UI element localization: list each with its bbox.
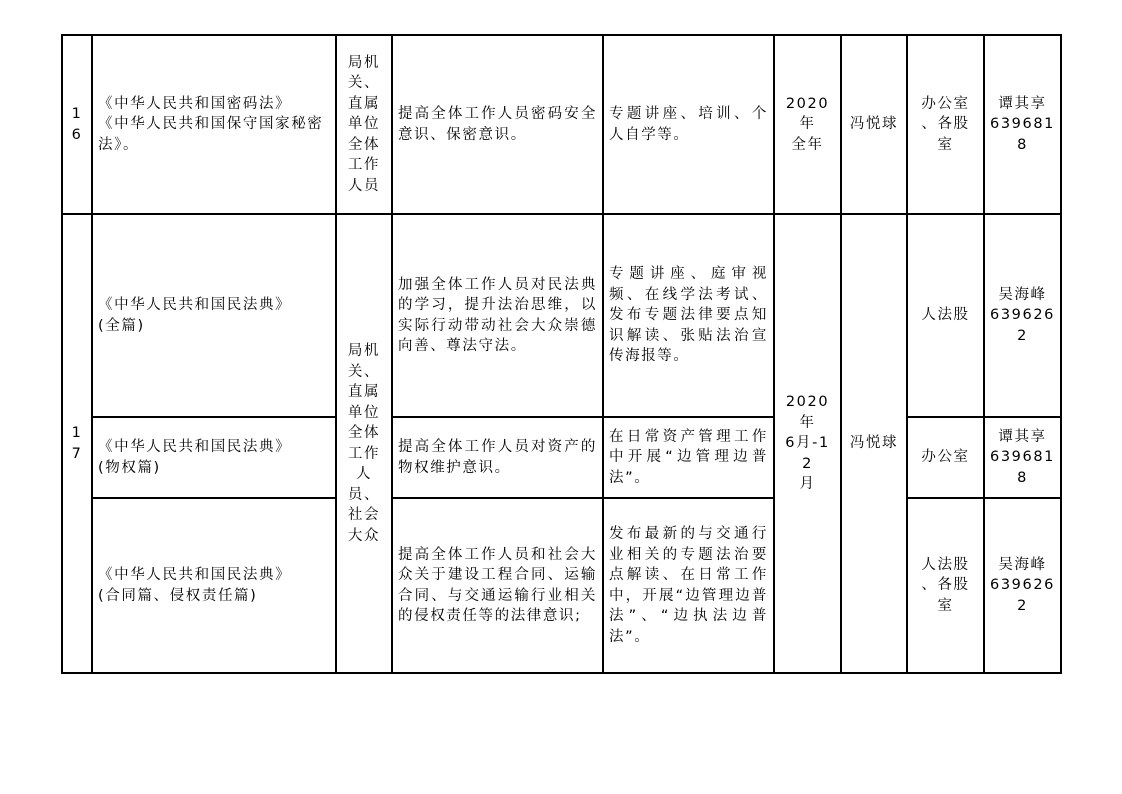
target-audience-cell: 局机关、直属单位全体工作人员	[336, 35, 392, 214]
leader-cell: 冯悦球	[841, 35, 907, 214]
method-cell: 专题讲座、培训、个人自学等。	[603, 35, 774, 214]
contact-cell: 谭其享 6396818	[984, 35, 1061, 214]
goal-cell: 加强全体工作人员对民法典的学习，提升法治思维，以实际行动带动社会大众崇德向善、尊法守法。	[392, 214, 603, 417]
department-cell: 办公室 、各股 室	[907, 35, 984, 214]
method-cell: 专题讲座、庭审视频、在线学法考试、发布专题法律要点知识解读、张贴法治宣传海报等。	[603, 214, 774, 417]
leader-cell: 冯悦球	[841, 214, 907, 673]
table-row	[62, 35, 1061, 214]
table-row	[62, 498, 1061, 673]
table-row	[62, 417, 1061, 498]
department-cell: 人法股	[907, 214, 984, 417]
goal-cell: 提高全体工作人员密码安全意识、保密意识。	[392, 35, 603, 214]
law-name-cell: 《中华人民共和国民法典》 (全篇)	[92, 214, 336, 417]
contact-cell: 吴海峰 6396262	[984, 214, 1061, 417]
contact-cell: 吴海峰 6396262	[984, 498, 1061, 673]
table-row	[62, 214, 1061, 417]
goal-cell: 提高全体工作人员和社会大众关于建设工程合同、运输合同、与交通运输行业相关的侵权责任等的法律意识;	[392, 498, 603, 673]
time-cell: 2020年 全年	[774, 35, 841, 214]
department-cell: 办公室	[907, 417, 984, 498]
row-number: 17	[62, 214, 92, 673]
row-number: 16	[62, 35, 92, 214]
law-name-cell: 《中华人民共和国民法典》 (物权篇)	[92, 417, 336, 498]
contact-cell: 谭其享 6396818	[984, 417, 1061, 498]
law-education-plan-table	[61, 34, 1062, 674]
goal-cell: 提高全体工作人员对资产的物权维护意识。	[392, 417, 603, 498]
department-cell: 人法股 、各股 室	[907, 498, 984, 673]
target-audience-cell: 局机关、直属单位全体工作人员、社会大众	[336, 214, 392, 673]
law-name-cell: 《中华人民共和国密码法》 《中华人民共和国保守国家秘密法》。	[92, 35, 336, 214]
method-cell: 在日常资产管理工作中开展“边管理边普法”。	[603, 417, 774, 498]
method-cell: 发布最新的与交通行业相关的专题法治要点解读、在日常工作中，开展“边管理边普法”、“边执法边普法”。	[603, 498, 774, 673]
time-cell: 2020年 6月-12 月	[774, 214, 841, 673]
law-name-cell: 《中华人民共和国民法典》 (合同篇、侵权责任篇)	[92, 498, 336, 673]
